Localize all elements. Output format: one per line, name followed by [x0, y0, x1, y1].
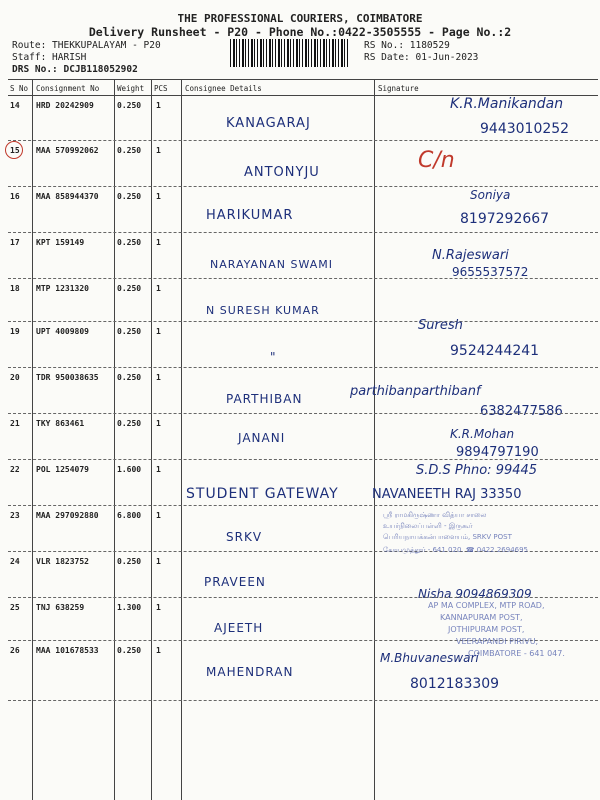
- weight: 0.250: [117, 101, 142, 110]
- weight: 1.600: [117, 465, 142, 474]
- stamp-line: பெரியநாயக்கன்பாளையம், SRKV POST: [383, 533, 512, 541]
- row-divider: [8, 367, 598, 368]
- weight: 0.250: [117, 557, 142, 566]
- row-divider: [8, 186, 598, 187]
- pieces: 1: [156, 603, 161, 612]
- signature: Suresh: [418, 318, 463, 333]
- signature: K.R.Mohan: [450, 427, 515, 441]
- row-divider: [8, 505, 598, 506]
- stamp-line: ஸ்ரீ ராமகிருஷ்ணா வித்யா சாலை: [383, 511, 487, 519]
- row-divider: [8, 140, 598, 141]
- strike-circle: [5, 141, 23, 159]
- pieces: 1: [156, 557, 161, 566]
- consignment-number: POL 1254079: [36, 465, 89, 474]
- pieces: 1: [156, 192, 161, 201]
- pieces: 1: [156, 419, 161, 428]
- column-divider: [151, 79, 152, 800]
- weight: 0.250: [117, 284, 142, 293]
- pieces: 1: [156, 101, 161, 110]
- consignee-name: HARIKUMAR: [206, 208, 294, 223]
- weight: 1.300: [117, 603, 142, 612]
- serial-number: 18: [10, 284, 20, 293]
- serial-number: 26: [10, 646, 20, 655]
- serial-number: 19: [10, 327, 20, 336]
- row-divider: [8, 700, 598, 701]
- signature-phone: 9894797190: [456, 445, 539, 460]
- consignee-name: NARAYANAN SWAMI: [210, 258, 334, 271]
- row-divider: [8, 459, 598, 460]
- stamp-line: கோயமுத்தூர் - 641 020. ☎ 0422 2694695: [383, 546, 529, 554]
- serial-number: 21: [10, 419, 20, 428]
- weight: 0.250: [117, 192, 142, 201]
- consignee-name: MAHENDRAN: [206, 665, 294, 679]
- signature: Nisha 9094869309: [418, 587, 532, 601]
- consignment-number: MAA 101678533: [36, 646, 99, 655]
- barcode: [230, 39, 350, 67]
- rs-date: RS Date: 01-Jun-2023: [364, 52, 479, 63]
- signature: N.Rajeswari: [432, 248, 509, 263]
- consignment-number: MAA 570992062: [36, 146, 99, 155]
- signature-phone: 6382477586: [480, 404, 563, 419]
- staff-label: Staff: HARISH: [12, 52, 87, 63]
- serial-number: 17: [10, 238, 20, 247]
- serial-number: 22: [10, 465, 20, 474]
- col-header-sno: S No: [10, 84, 29, 93]
- column-divider: [374, 79, 375, 800]
- table-top-rule: [8, 79, 598, 80]
- signature: C/n: [418, 148, 455, 173]
- serial-number: 24: [10, 557, 20, 566]
- pieces: 1: [156, 373, 161, 382]
- rs-number: RS No.: 1180529: [364, 40, 450, 51]
- runsheet-title: THE PROFESSIONAL COURIERS, COIMBATORE: [177, 12, 423, 25]
- consignee-name: ": [270, 350, 277, 364]
- consignment-number: VLR 1823752: [36, 557, 89, 566]
- consignment-number: TNJ 638259: [36, 603, 85, 612]
- row-divider: [8, 278, 598, 279]
- pieces: 1: [156, 646, 161, 655]
- consignee-name: STUDENT GATEWAY: [186, 486, 339, 502]
- consignment-number: HRD 20242909: [36, 101, 94, 110]
- column-divider: [32, 79, 33, 800]
- signature: Soniya: [470, 188, 511, 202]
- consignee-name: JANANI: [238, 431, 286, 445]
- weight: 0.250: [117, 327, 142, 336]
- col-header-consignment: Consignment No: [36, 84, 100, 93]
- col-header-pcs: PCS: [154, 84, 168, 93]
- signature-phone: NAVANEETH RAJ 33350: [372, 487, 522, 502]
- column-divider: [114, 79, 115, 800]
- consignee-name: PRAVEEN: [204, 575, 266, 589]
- pieces: 1: [156, 146, 161, 155]
- consignee-name: SRKV: [226, 530, 263, 544]
- weight: 6.800: [117, 511, 142, 520]
- consignee-name: ANTONYJU: [244, 165, 320, 180]
- consignee-name: KANAGARAJ: [226, 116, 311, 131]
- drs-number: DRS No.: DCJB118052902: [12, 64, 138, 75]
- consignment-number: TDR 950038635: [36, 373, 99, 382]
- stamp-line: JOTHIPURAM POST,: [448, 625, 525, 634]
- signature-phone: 8197292667: [460, 211, 550, 227]
- weight: 0.250: [117, 373, 142, 382]
- signature-phone: 9524244241: [450, 343, 540, 359]
- signature-phone: 8012183309: [410, 676, 500, 692]
- serial-number: 20: [10, 373, 20, 382]
- signature: M.Bhuvaneswari: [380, 651, 479, 665]
- consignee-name: PARTHIBAN: [226, 392, 303, 406]
- stamp-line: AP MA COMPLEX, MTP ROAD,: [428, 601, 545, 610]
- serial-number: 16: [10, 192, 20, 201]
- col-header-signature: Signature: [378, 84, 419, 93]
- weight: 0.250: [117, 419, 142, 428]
- stamp-line: உயர்நிலைப்பள்ளி - இருகூர்: [383, 522, 473, 530]
- col-header-weight: Weight: [117, 84, 145, 93]
- serial-number: 14: [10, 101, 20, 110]
- stamp-line: KANNAPURAM POST,: [440, 613, 523, 622]
- pieces: 1: [156, 465, 161, 474]
- consignee-name: AJEETH: [214, 621, 264, 635]
- serial-number: 23: [10, 511, 20, 520]
- row-divider: [8, 321, 598, 322]
- signature: parthibanparthibanf: [350, 384, 481, 399]
- consignment-number: KPT 159149: [36, 238, 85, 247]
- row-divider: [8, 413, 598, 414]
- pieces: 1: [156, 327, 161, 336]
- consignment-number: MTP 1231320: [36, 284, 89, 293]
- col-header-consignee: Consignee Details: [185, 84, 262, 93]
- pieces: 1: [156, 238, 161, 247]
- signature-phone: 9443010252: [480, 121, 570, 137]
- consignment-number: UPT 4009809: [36, 327, 89, 336]
- row-divider: [8, 597, 598, 598]
- weight: 0.250: [117, 238, 142, 247]
- stamp-line: VEERAPANDI PIRIVU,: [456, 637, 539, 646]
- column-divider: [181, 79, 182, 800]
- weight: 0.250: [117, 146, 142, 155]
- signature: S.D.S Phno: 99445: [416, 463, 538, 478]
- signature: K.R.Manikandan: [450, 96, 564, 112]
- pieces: 1: [156, 511, 161, 520]
- route-label: Route: THEKKUPALAYAM - P20: [12, 40, 161, 51]
- consignee-name: N SURESH KUMAR: [206, 304, 320, 317]
- consignment-number: MAA 297092880: [36, 511, 99, 520]
- consignment-number: MAA 858944370: [36, 192, 99, 201]
- weight: 0.250: [117, 646, 142, 655]
- signature-phone: 9655537572: [452, 265, 529, 279]
- consignment-number: TKY 863461: [36, 419, 85, 428]
- runsheet-subtitle: Delivery Runsheet - P20 - Phone No.:0422-3505555 - Page No.:2: [88, 25, 512, 39]
- row-divider: [8, 232, 598, 233]
- serial-number: 15: [10, 146, 20, 155]
- serial-number: 25: [10, 603, 20, 612]
- pieces: 1: [156, 284, 161, 293]
- stamp-line: COIMBATORE - 641 047.: [468, 649, 565, 658]
